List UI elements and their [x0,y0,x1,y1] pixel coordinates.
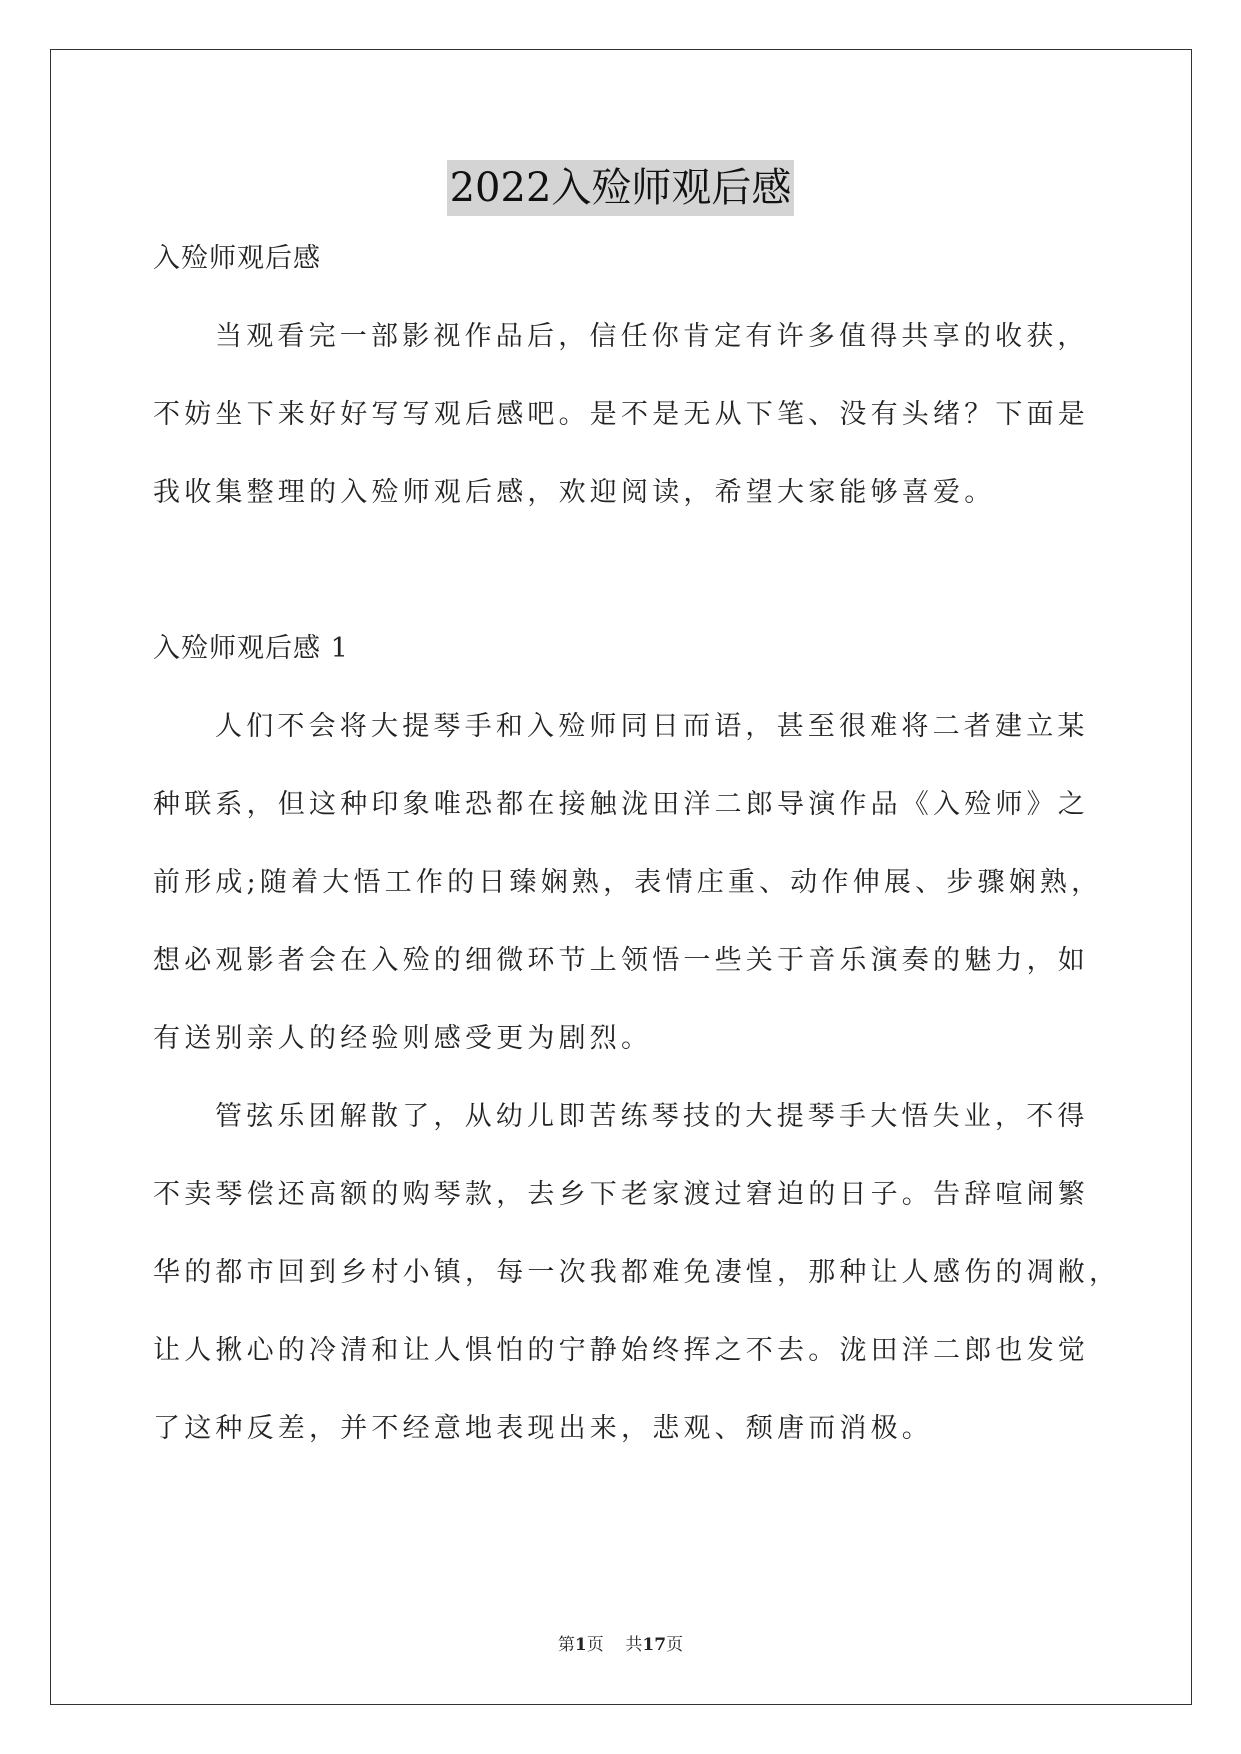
section1-heading: 入殓师观后感 1 [153,633,349,664]
intro-line: 不妨坐下来好好写写观后感吧。是不是无从下笔、没有头绪？下面是 [153,399,1089,430]
document-title: 2022入殓师观后感 [447,160,795,216]
section1-para2-line: 不卖琴偿还高额的购琴款，去乡下老家渡过窘迫的日子。告辞喧闹繁 [153,1179,1089,1210]
section1-para1-line: 想必观影者会在入殓的细微环节上领悟一些关于音乐演奏的魅力，如 [153,945,1089,976]
page-footer [0,1634,1241,1656]
page-total: 17 [642,1635,667,1655]
section1-para1-line: 前形成;随着大悟工作的日臻娴熟，表情庄重、动作伸展、步骤娴熟， [153,867,1103,898]
section1-para1-line: 有送别亲人的经验则感受更为剧烈。 [153,1023,653,1054]
total-prefix: 共 [625,1635,643,1655]
page-prefix: 第 [557,1635,575,1655]
section1-para2-line: 华的都市回到乡村小镇，每一次我都难免凄惶，那种让人感伤的凋敝， [153,1257,1121,1288]
section1-para2-line: 了这种反差，并不经意地表现出来，悲观、颓唐而消极。 [153,1413,933,1444]
intro-heading: 入殓师观后感 [153,243,321,274]
page-suffix: 页 [586,1635,604,1655]
page-current: 1 [574,1635,587,1655]
section1-para2-line: 让人揪心的冷清和让人惧怕的宁静始终挥之不去。泷田洋二郎也发觉 [153,1335,1089,1366]
section1-para2-line: 管弦乐团解散了，从幼儿即苦练琴技的大提琴手大悟失业，不得 [215,1101,1089,1132]
section1-para1-line: 种联系，但这种印象唯恐都在接触泷田洋二郎导演作品《入殓师》之 [153,789,1089,820]
section1-para1-line: 人们不会将大提琴手和入殓师同日而语，甚至很难将二者建立某 [215,711,1089,742]
title-container [0,160,1241,216]
intro-line: 我收集整理的入殓师观后感，欢迎阅读，希望大家能够喜爱。 [153,477,996,508]
total-suffix: 页 [666,1635,684,1655]
intro-line: 当观看完一部影视作品后，信任你肯定有许多值得共享的收获， [215,321,1089,352]
